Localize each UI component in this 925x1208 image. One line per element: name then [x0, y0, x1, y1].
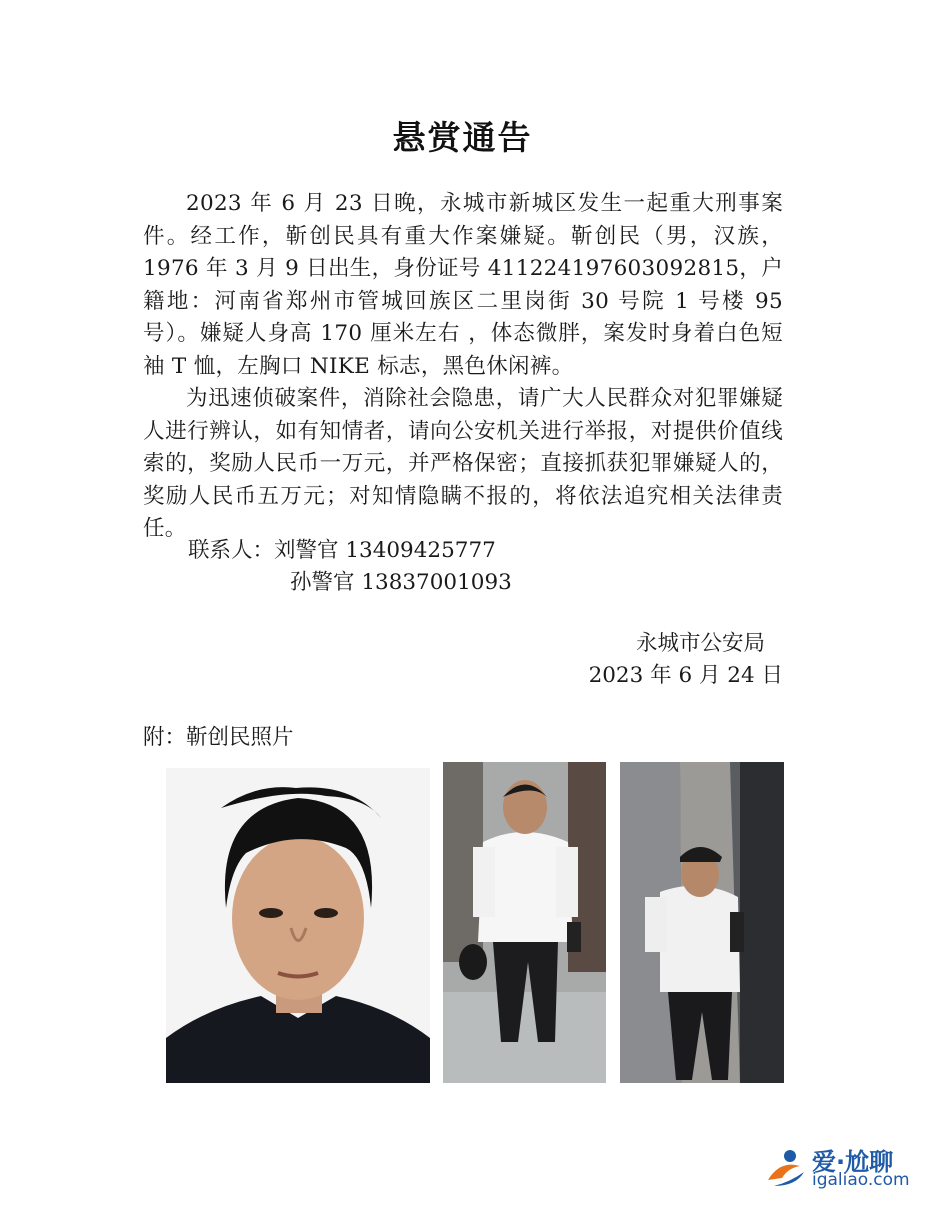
contact-liu: 联系人：刘警官 13409425777 — [188, 538, 496, 563]
watermark-name: 爱·尬聊 — [812, 1148, 894, 1176]
notice-body — [143, 188, 783, 546]
surveillance-photo-1 — [443, 762, 606, 1083]
suspect-portrait-photo — [166, 768, 430, 1083]
paragraph-case: 2023 年 6 月 23 日晚，永城市新城区发生一起重大刑事案件。经工作，靳创民具有重大作案嫌疑。靳创民（男，汉族，1976 年 3 月 9 日出生，身份证号 411224197603092815，户籍地：河南省郑州市管城回族区二里岗街 30 号院 1 号楼 95 号）。嫌疑人身高 170 厘米左右 ，体态微胖，案发时身着白色短袖 T 恤，左胸口 NIKE 标志，黑色休闲裤。 — [143, 191, 783, 379]
watermark-url: igaliao.com — [812, 1170, 910, 1190]
attachment-label: 附：靳创民照片 — [143, 725, 294, 750]
site-watermark — [760, 1140, 920, 1200]
issue-date: 2023 年 6 月 24 日 — [588, 663, 783, 688]
surveillance-photo-2 — [620, 762, 784, 1083]
contact-sun: 孙警官 13837001093 — [290, 570, 512, 595]
issuer: 永城市公安局 — [635, 631, 765, 656]
igaliao-logo-icon — [760, 1142, 810, 1192]
paragraph-reward: 为迅速侦破案件，消除社会隐患，请广大人民群众对犯罪嫌疑人进行辨认，如有知情者，请向公安机关进行举报，对提供价值线索的，奖励人民币一万元，并严格保密；直接抓获犯罪嫌疑人的，奖励人民币五万元；对知情隐瞒不报的，将依法追究相关法律责任。 — [143, 386, 783, 541]
notice-title: 悬赏通告 — [392, 118, 533, 157]
